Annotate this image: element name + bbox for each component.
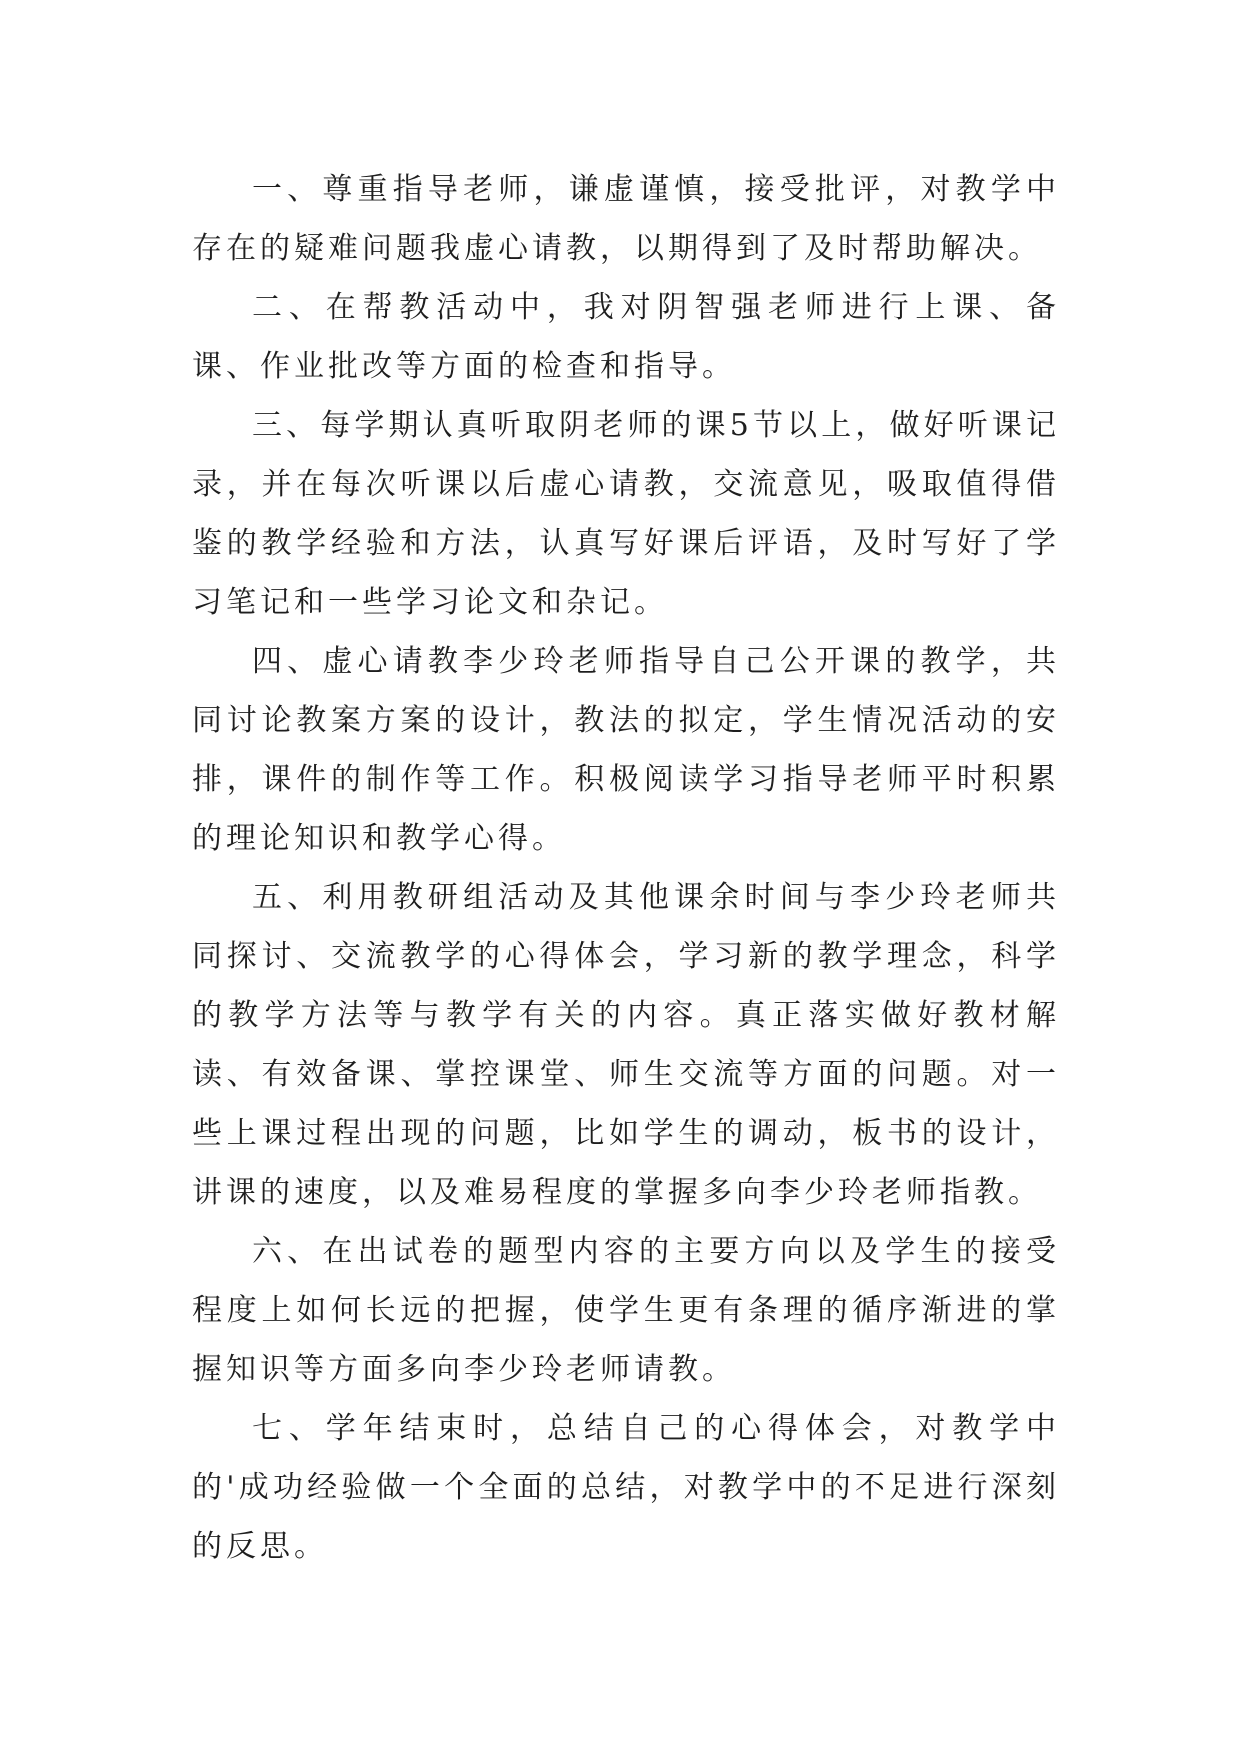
paragraph-6: 六、在出试卷的题型内容的主要方向以及学生的接受程度上如何长远的把握，使学生更有条理的循序渐进的掌握知识等方面多向李少玲老师请教。 bbox=[192, 1234, 1060, 1387]
paragraph-1: 一、尊重指导老师，谦虚谨慎，接受批评，对教学中存在的疑难问题我虚心请教，以期得到了及时帮助解决。 bbox=[192, 172, 1060, 266]
paragraph-3: 三、每学期认真听取阴老师的课5节以上，做好听课记录，并在每次听课以后虚心请教，交流意见，吸取值得借鉴的教学经验和方法，认真写好课后评语，及时写好了学习笔记和一些学习论文和杂记。 bbox=[192, 408, 1060, 620]
paragraph-5: 五、利用教研组活动及其他课余时间与李少玲老师共同探讨、交流教学的心得体会，学习新的教学理念，科学的教学方法等与教学有关的内容。真正落实做好教材解读、有效备课、掌控课堂、师生交流等方面的问题。对一些上课过程出现的问题，比如学生的调动，板书的设计，讲课的速度，以及难易程度的掌握多向李少玲老师指教。 bbox=[192, 880, 1060, 1210]
document-body bbox=[192, 160, 1060, 1576]
paragraph-2: 二、在帮教活动中，我对阴智强老师进行上课、备课、作业批改等方面的检查和指导。 bbox=[192, 290, 1060, 384]
paragraph-4: 四、虚心请教李少玲老师指导自己公开课的教学，共同讨论教案方案的设计，教法的拟定，学生情况活动的安排，课件的制作等工作。积极阅读学习指导老师平时积累的理论知识和教学心得。 bbox=[192, 644, 1060, 856]
paragraph-7: 七、学年结束时，总结自己的心得体会，对教学中的'成功经验做一个全面的总结，对教学中的不足进行深刻的反思。 bbox=[192, 1411, 1060, 1564]
